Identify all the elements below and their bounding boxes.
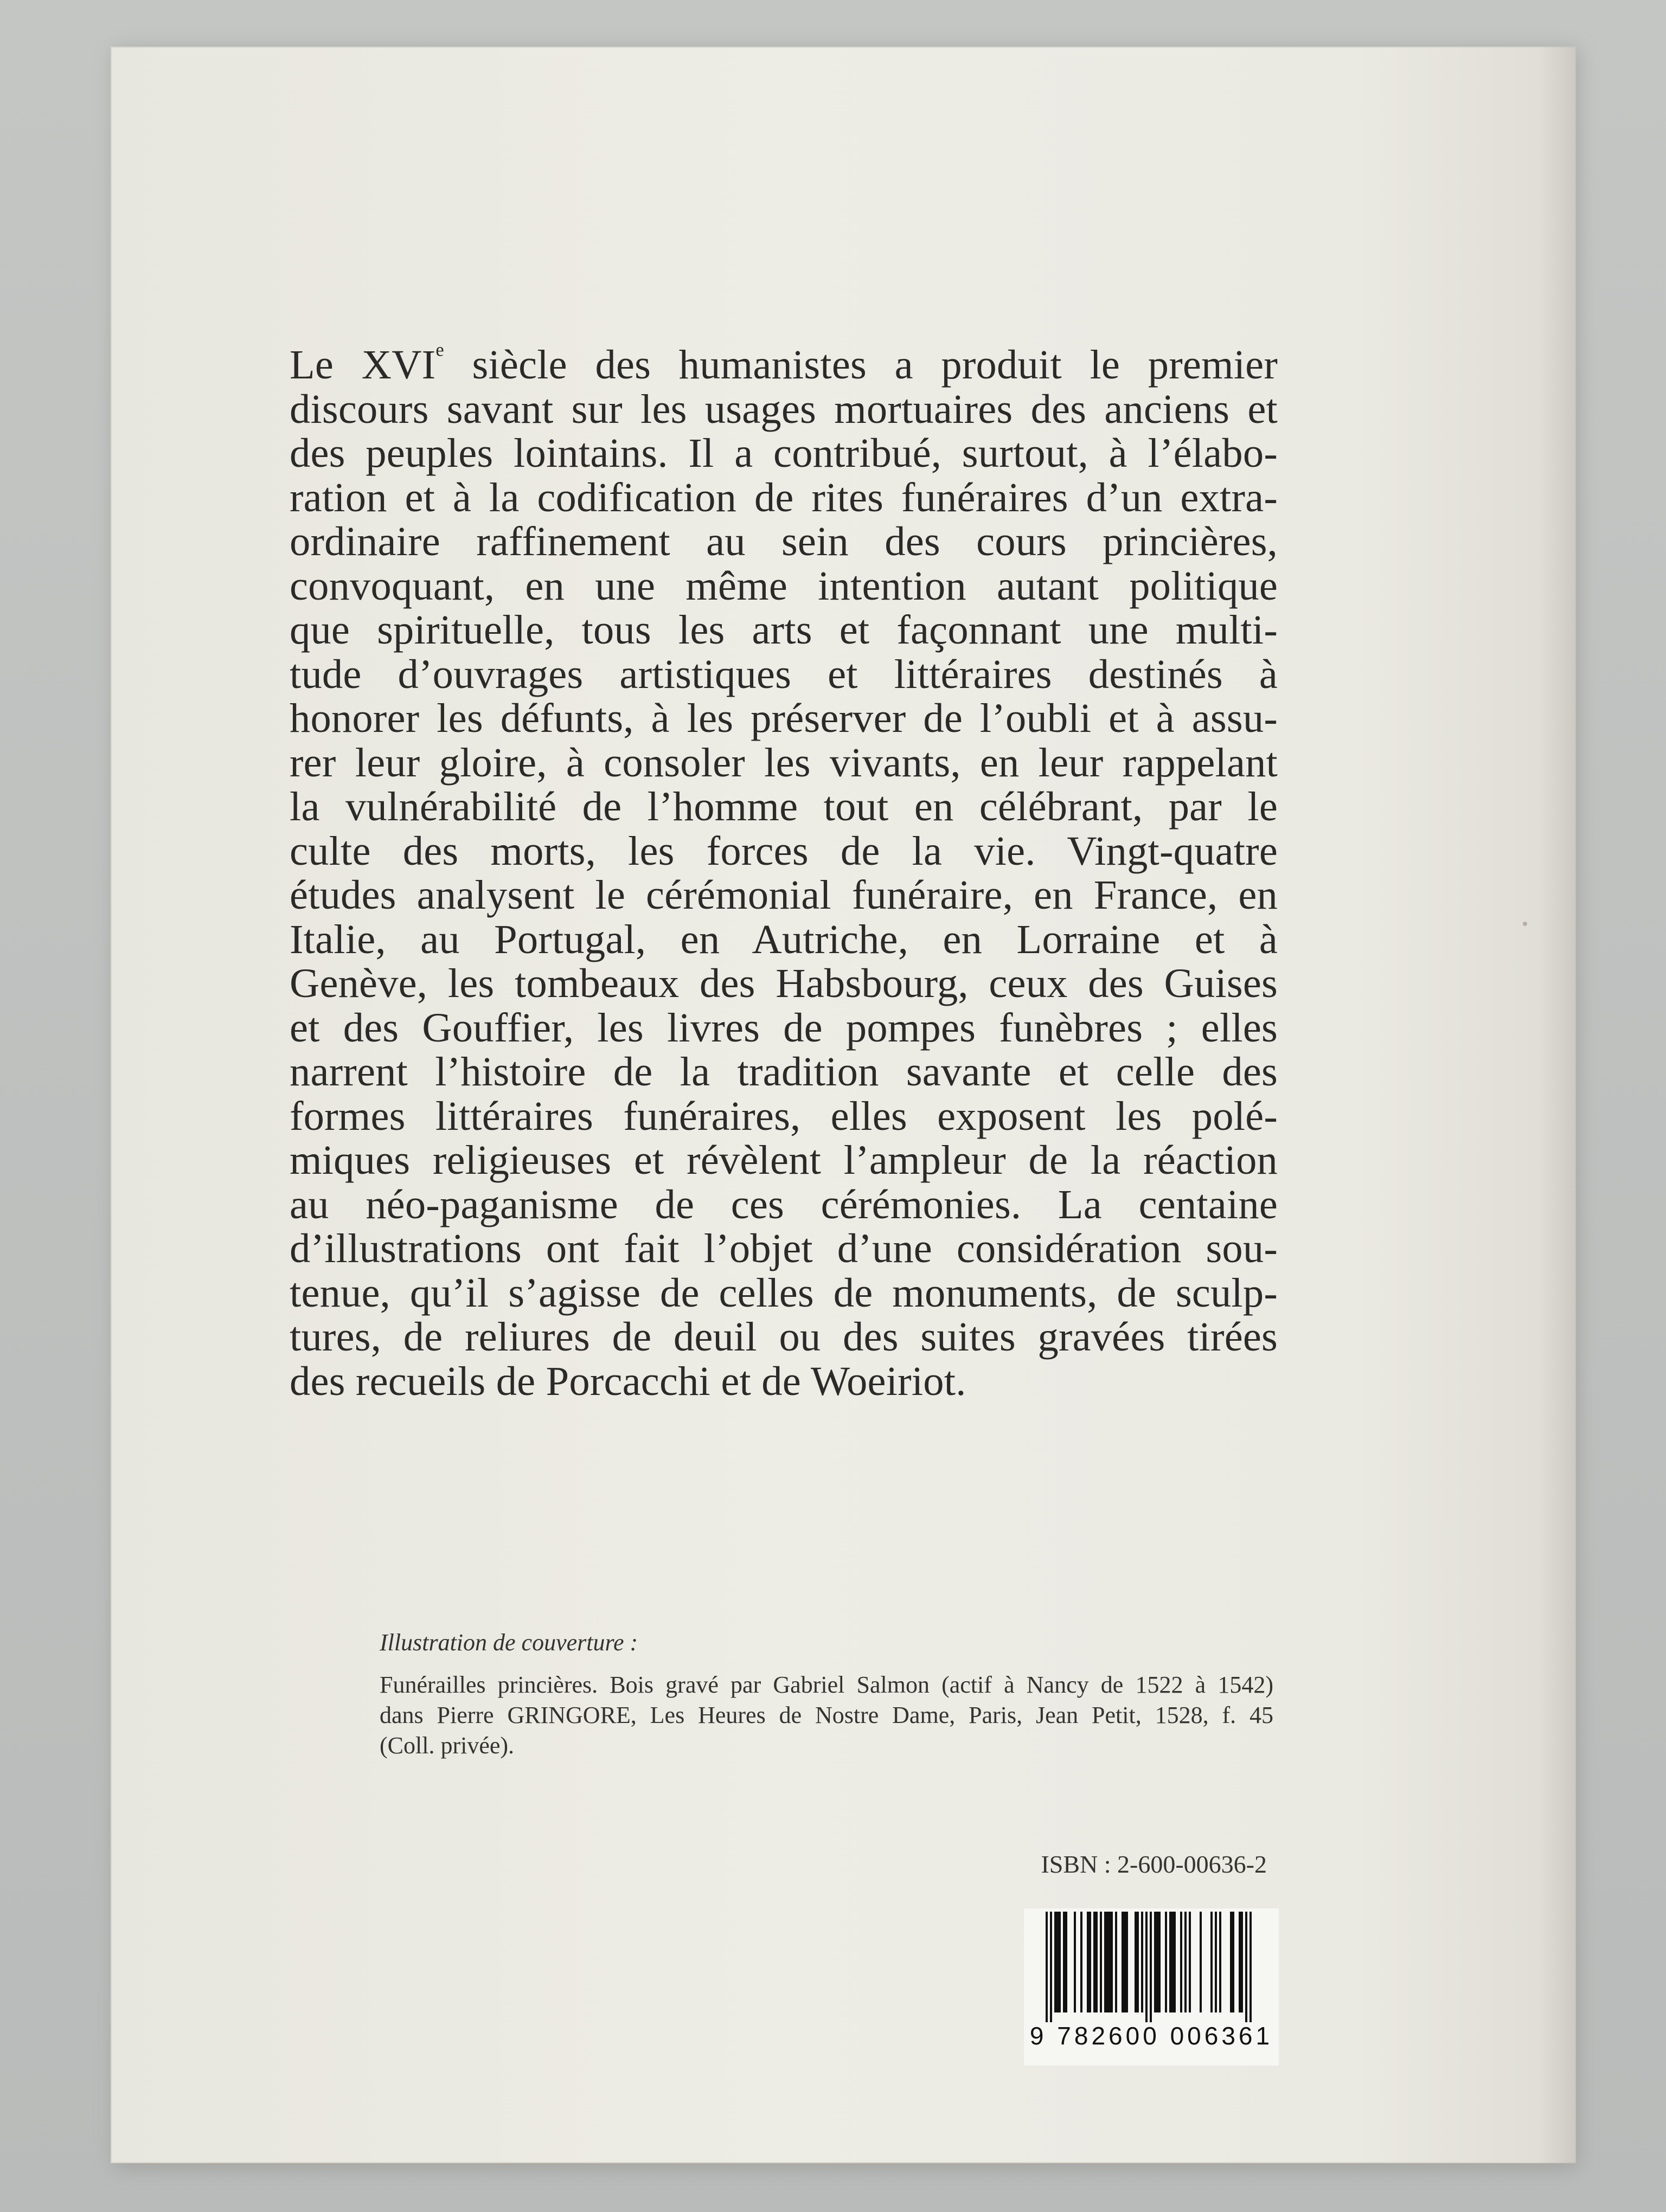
blurb-line: la vulnérabilité de l’homme tout en célébrant, par le	[290, 783, 1278, 829]
blurb-line: au néo-paganisme de ces cérémonies. La centaine	[290, 1181, 1278, 1227]
barcode-bar	[1065, 1912, 1067, 2012]
isbn-text: ISBN : 2-600-00636-2	[1041, 1850, 1267, 1878]
barcode-bar	[1106, 1912, 1108, 2012]
barcode-bar	[1059, 1912, 1061, 2012]
blurb-line: convoquant, en une même intention autant politique	[290, 562, 1278, 609]
barcode-bar	[1104, 1912, 1106, 2012]
barcode-bar	[1089, 1912, 1091, 2012]
barcode-bar	[1046, 1912, 1048, 2022]
blurb-line: culte des morts, les forces de la vie. Vingt-quatre	[290, 827, 1278, 874]
barcode-bar	[1108, 1912, 1111, 2012]
blurb-line: discours savant sur les usages mortuaires des anciens et	[290, 385, 1278, 432]
blurb-line: études analysent le cérémonial funéraire, en France, en	[290, 872, 1278, 918]
barcode-bar	[1215, 1912, 1217, 2012]
barcode-bar	[1095, 1912, 1098, 2012]
blurb-line: narrent l’histoire de la tradition savante et celle des	[290, 1049, 1278, 1095]
blurb-line: tenue, qu’il s’agisse de celles de monuments, de sculp-	[290, 1269, 1278, 1316]
barcode-bar	[1056, 1912, 1059, 2012]
blurb-line: Genève, les tombeaux des Habsbourg, ceux des Guises	[290, 960, 1278, 1006]
blurb-line: formes littéraires funéraires, elles exposent les polé-	[290, 1092, 1278, 1139]
blurb-line: d’illustrations ont fait l’objet d’une considération sou-	[290, 1225, 1278, 1271]
barcode-bar	[1145, 1912, 1148, 2022]
barcode-bar	[1126, 1912, 1128, 2012]
spine-edge	[1538, 47, 1576, 2163]
blurb-line: tures, de reliures de deuil ou des suites gravées tirées	[290, 1314, 1278, 1360]
barcode-bar	[1141, 1912, 1143, 2012]
barcode-bar	[1219, 1912, 1221, 2012]
barcode-digits: 9 782600 006361	[1029, 2022, 1273, 2050]
barcode-bar	[1250, 1912, 1252, 2022]
blurb-line: honorer les défunts, à les préserver de l’oubli et à assu-	[290, 695, 1278, 741]
blurb-line: des peuples lointains. Il a contribué, surtout, à l’élabo-	[290, 430, 1278, 476]
barcode-bar	[1087, 1912, 1089, 2012]
credit-line: dans Pierre GRINGORE, Les Heures de Nostre Dame, Paris, Jean Petit, 1528, f. 45	[380, 1702, 1273, 1728]
blurb-line: tude d’ouvrages artistiques et littéraires destinés à	[290, 651, 1278, 697]
barcode-bar	[1180, 1912, 1182, 2012]
barcode-bar	[1124, 1912, 1126, 2012]
barcode-bar	[1111, 1912, 1113, 2012]
blurb-line: que spirituelle, tous les arts et façonnant une multi-	[290, 607, 1278, 653]
barcode-bar	[1100, 1912, 1102, 2012]
barcode-bar	[1232, 1912, 1234, 2012]
blurb-line: ration et à la codification de rites funéraires d’un extra-	[290, 474, 1278, 520]
blurb-line: et des Gouffier, les livres de pompes funèbres ; elles	[290, 1004, 1278, 1051]
barcode-bars	[1024, 1908, 1279, 2022]
barcode	[1024, 1908, 1279, 2066]
barcode-bar	[1150, 1912, 1152, 2022]
barcode-bar	[1093, 1912, 1095, 2012]
cover-illustration-credit	[380, 1628, 1273, 1761]
barcode-bar	[1165, 1912, 1167, 2012]
barcode-bar	[1245, 1912, 1247, 2022]
blurb-paragraph	[290, 339, 1278, 1404]
credit-line: (Coll. privée).	[380, 1732, 515, 1759]
barcode-bar	[1184, 1912, 1187, 2012]
barcode-bar	[1156, 1912, 1158, 2012]
blurb-line: rer leur gloire, à consoler les vivants, en leur rappelant	[290, 739, 1278, 786]
barcode-bar	[1174, 1912, 1176, 2012]
blurb-line: des recueils de Porcacchi et de Woeiriot.	[290, 1358, 966, 1404]
blurb-line: miques religieuses et révèlent l’ampleur de la réaction	[290, 1137, 1278, 1183]
barcode-bar	[1154, 1912, 1156, 2012]
blurb-line-0: Le XVIe siècle des humanistes a produit le premier	[290, 339, 1278, 388]
barcode-bar	[1239, 1912, 1241, 2012]
paper-speck	[1523, 922, 1527, 926]
credit-label: Illustration de couverture :	[380, 1629, 638, 1656]
barcode-bar	[1063, 1912, 1065, 2012]
barcode-bar	[1054, 1912, 1056, 2012]
barcode-bar	[1080, 1912, 1082, 2012]
credit-line: Funérailles princières. Bois gravé par Gabriel Salmon (actif à Nancy de 1522 à 1542)	[380, 1671, 1273, 1698]
barcode-bar	[1210, 1912, 1213, 2012]
barcode-bar	[1200, 1912, 1202, 2012]
barcode-bar	[1137, 1912, 1139, 2012]
barcode-bar	[1122, 1912, 1124, 2012]
barcode-bar	[1135, 1912, 1137, 2012]
barcode-bar	[1074, 1912, 1076, 2012]
barcode-bar	[1158, 1912, 1161, 2012]
blurb-line: Italie, au Portugal, en Autriche, en Lorraine et à	[290, 916, 1278, 962]
barcode-bar	[1171, 1912, 1174, 2012]
blurb-line: ordinaire raffinement au sein des cours princières,	[290, 518, 1278, 564]
barcode-bar	[1241, 1912, 1243, 2012]
barcode-bar	[1169, 1912, 1171, 2012]
barcode-bar	[1189, 1912, 1191, 2012]
barcode-bar	[1050, 1912, 1052, 2022]
barcode-bar	[1230, 1912, 1232, 2012]
barcode-bar	[1115, 1912, 1117, 2012]
